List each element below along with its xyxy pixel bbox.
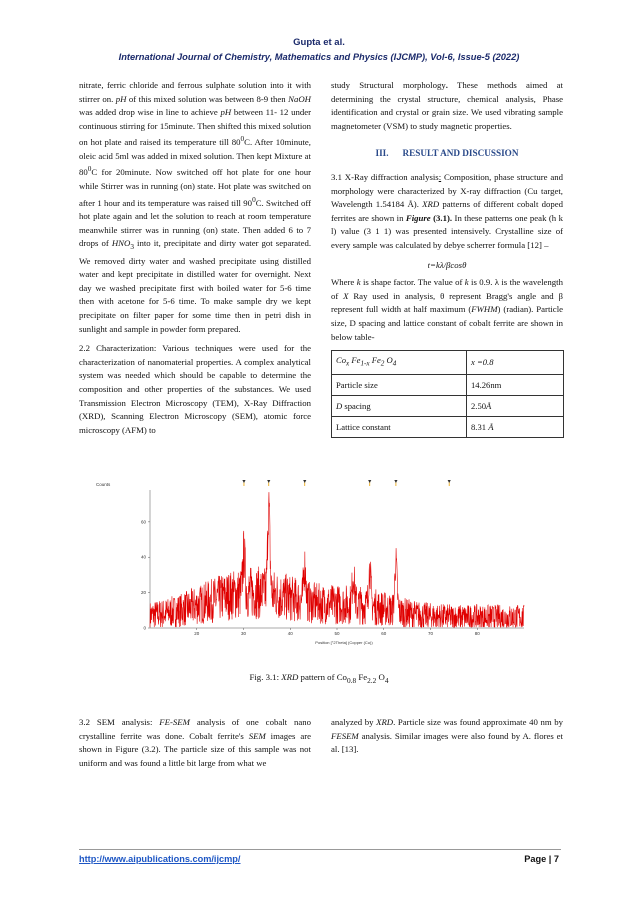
peak-marker-head	[242, 480, 245, 483]
x-tick-label: 40	[287, 631, 293, 636]
table-row: Particle size 14.26nm	[332, 375, 564, 396]
peak-markers	[242, 480, 450, 486]
page-number: Page | 7	[524, 854, 559, 864]
paragraph-synthesis: nitrate, ferric chloride and ferrous sulphate solution into it with stirrer on. pH of this mixed solution was between 8-9 then NaOH was added drop wise in line to achieve pH between 11- 12 under continuous stirring for 15minute. Then shifted this mixed solution on hot plate and raised its temperature till $80^0C$. After 10minute, oleic acid 5ml was added in mixed solution. Then kept Mixture at $80^0C$ for 20minute. Now switched off hot plate for one hour while Stirrer was in running (on) state. Hot plate was switched on after 1 hour and its temperature was raised till $90^0C$. Switched off hot plate again and let the solution to reach at room temperature meanwhile stirrer was in running (on) state. Then added 6 to 7 drops of $HNO_3$ into it, precipitate and dirty water got separated. We removed dirty water and washed precipitate using distilled water and kept precipitate in distilled water for overnight. Next day we washed precipitate first with boiled water for 5-6 time then with acetone for 5-6 time. To make sample dry we kept precipitate on filter paper for some time then in petri dish in sunlight and sample in powder form prepared.	[79, 80, 312, 334]
table-header-composition: $Co_x$ $Fe_{1-x}$ $Fe_2$ $O_4$	[332, 351, 467, 375]
left-column	[79, 79, 311, 443]
x-axis-label: Position [°2Theta] (Copper (Cu))	[315, 640, 373, 645]
table-row	[332, 351, 564, 375]
ferrite-properties-table	[331, 350, 564, 438]
x-tick-label: 30	[240, 631, 247, 636]
xrd-chart	[96, 478, 536, 646]
section-heading: III. RESULT AND DISCUSSION	[375, 148, 519, 159]
y-tick-label: 20	[140, 590, 146, 596]
paragraph-xrd: 3.1 X-Ray diffraction analysis: Composition, phase structure and morphology were characterized by X-ray diffraction (Cu target, Wavelength 1.54184 Å). XRD patterns of different cobalt doped ferrites are shown in Figure (3.1). In these patterns one peak (h k l) value (3 1 1) was presented intensively. Crystalline size of every sample was calculated by debye scherrer formula [12] –	[331, 171, 563, 250]
x-tick-label: 80	[474, 631, 480, 636]
scherrer-formula: t=kλ/βcosθ	[427, 259, 467, 270]
paragraph-characterization: 2.2 Characterization: Various techniques were used for the characterization of nanomaterial properties. A complex analytical system was needed which should be capable to determine the composition and other properties of the substances. We used Transmission Electron Microscopy (TEM), X-Ray Diffraction (XRD), Scanning Electron Microscopy (SEM), atomic force microscopy (AFM) to	[79, 343, 311, 435]
peak-marker-head	[267, 480, 270, 483]
peak-marker-head	[368, 480, 371, 483]
x-tick-label: 50	[334, 631, 340, 636]
table-row: Lattice constant 8.31 Å	[332, 417, 564, 438]
paragraph-sem-continued: analyzed by XRD. Particle size was found approximate 40 nm by FESEM analysis. Similar images were also found by A. flores et al. [13].	[331, 717, 564, 755]
paragraph-sem: 3.2 SEM analysis: FE-SEM analysis of one cobalt nano crystalline ferrite was done. Cobalt ferrite's SEM images are shown in Figure (3.2). The particle size of this sample was not uniform and was found a little bit large from what we	[79, 717, 312, 768]
x-tick-label: 60	[381, 631, 387, 636]
paragraph-morphology: study Structural morphology. These methods aimed at determining the crystal structure, chemical analysis, Phase identification and crystal or grain size. We used vibrating sample magnetometer (VSM) to study magnetic properties.	[331, 80, 563, 131]
table-row: D spacing 2.50Å	[332, 396, 564, 417]
y-tick-label: 60	[140, 519, 146, 525]
right-column	[331, 79, 563, 438]
running-header-author: Gupta et al.	[293, 37, 345, 48]
peak-marker-head	[303, 480, 306, 483]
peak-marker-head	[394, 480, 397, 483]
xrd-series-line	[150, 492, 524, 627]
y-axis-label: Counts	[96, 482, 111, 487]
table-header-value: x =0.8	[467, 351, 564, 375]
peak-marker-head	[448, 480, 451, 483]
y-tick-label: 40	[140, 554, 146, 560]
footer-divider	[79, 849, 561, 850]
y-tick-label: 0	[143, 625, 146, 631]
running-header-journal: International Journal of Chemistry, Mathematics and Physics (IJCMP), Vol-6, Issue-5 (2022)	[118, 52, 520, 62]
x-tick-label: 70	[427, 631, 434, 636]
paragraph-where: Where k is shape factor. The value of k is 0.9. λ is the wavelength of X Ray used in analysis, θ represent Bragg's angle and β represent full width at half maximum (FWHM) (radian). Particle size, D spacing and lattice constant of cobalt ferrite are shown in below table-	[331, 277, 564, 342]
figure-caption: Fig. 3.1: XRD pattern of $Co_{0.8}$ $Fe_{2.2}$ $O_4$	[249, 672, 389, 685]
x-tick-label: 20	[194, 631, 200, 636]
journal-link[interactable]: http://www.aipublications.com/ijcmp/	[79, 854, 241, 864]
